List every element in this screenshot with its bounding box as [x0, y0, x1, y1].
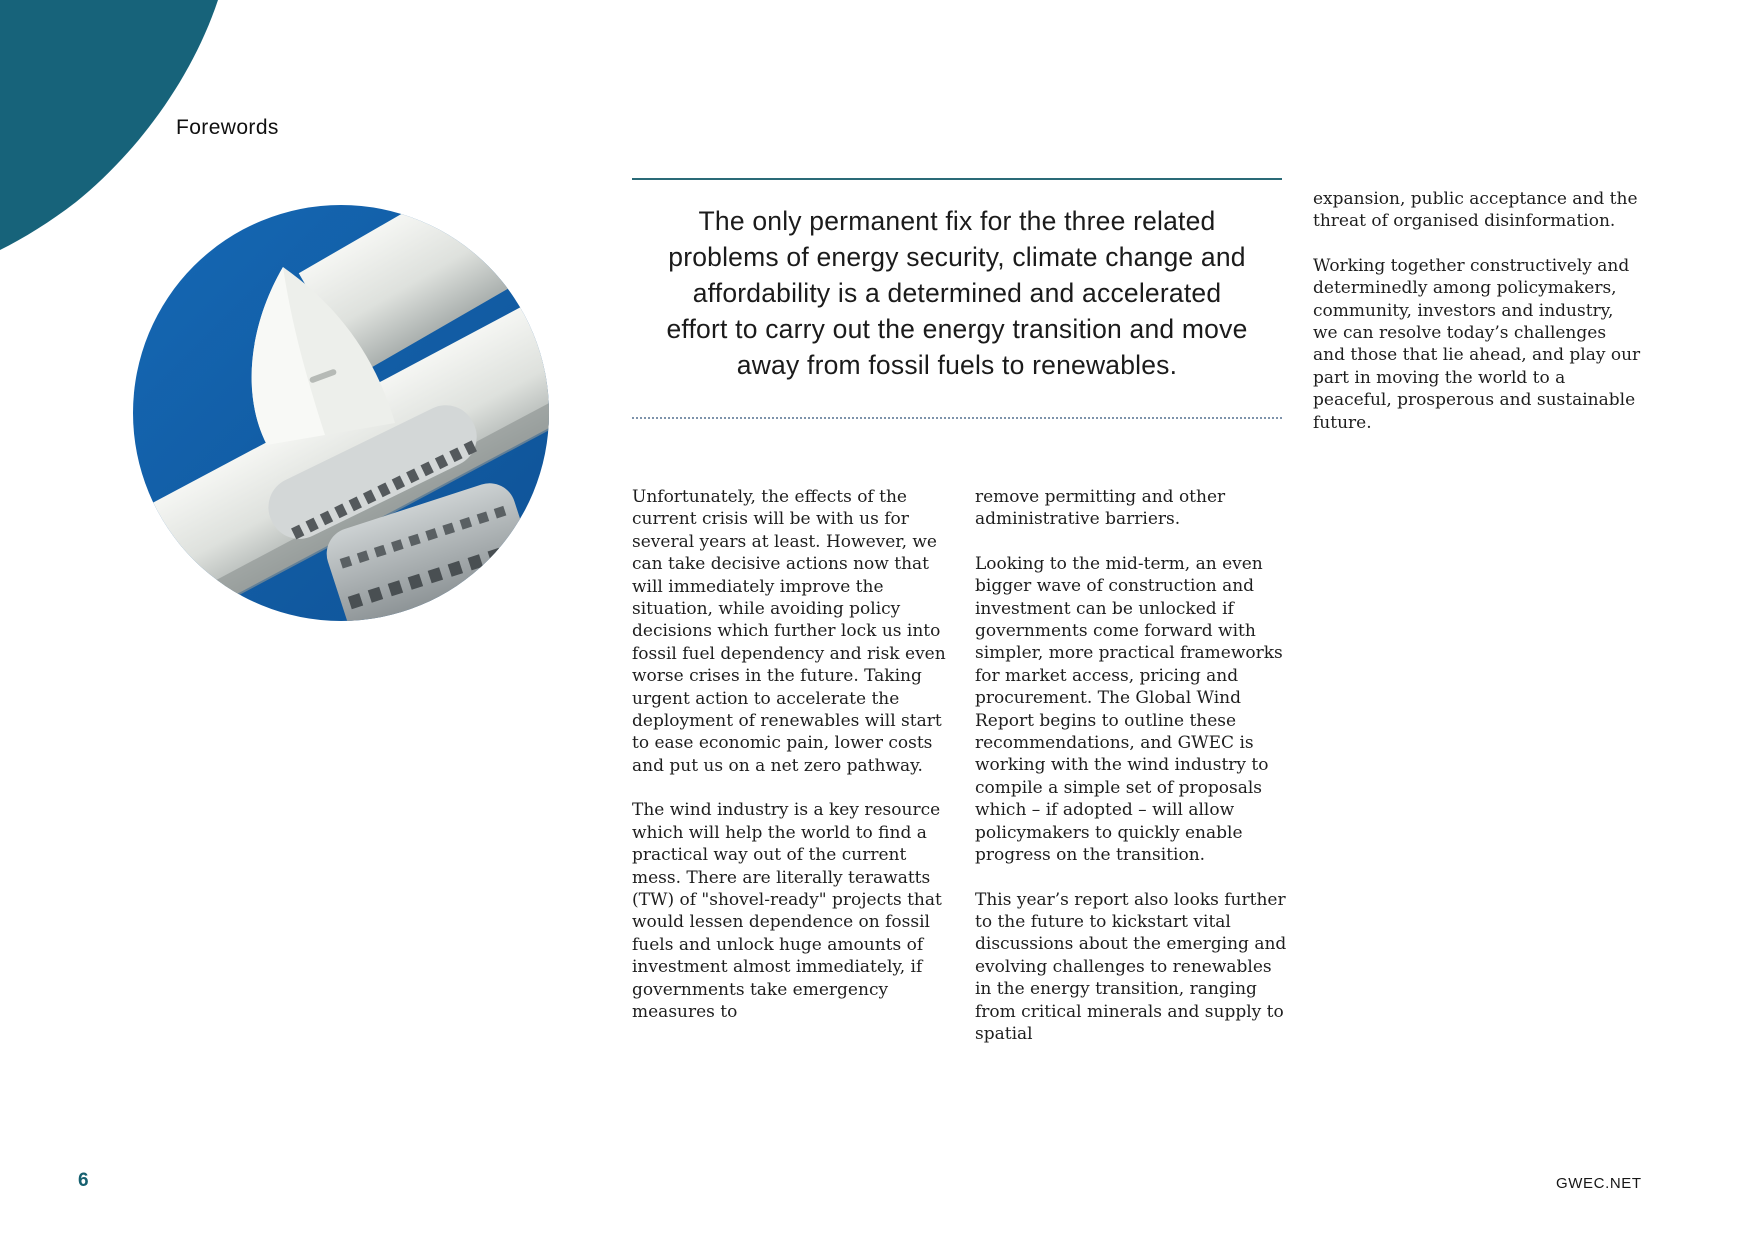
- page-number: 6: [78, 1170, 89, 1191]
- paragraph: Looking to the mid-term, an even bigger wave of construction and investment can be unlocked if governments come forward with simpler, more practical frameworks for market access, pricing and procurement. The Global Wind Report begins to outline these recommendations, and GWEC is working with the wind industry to compile a simple set of proposals which – if adopted – will allow policymakers to quickly enable progress on the transition.: [975, 553, 1283, 866]
- quote-bottom-dotted-rule: [632, 417, 1282, 419]
- footer-site-link[interactable]: GWEC.NET: [1556, 1175, 1642, 1192]
- paragraph: remove permitting and other administrative barriers.: [975, 487, 1226, 530]
- paragraph: This year’s report also looks further to the future to kickstart vital discussions about the emerging and evolving challenges to renewables in the energy transition, ranging from critical minerals and supply to spatial: [975, 889, 1287, 1044]
- pull-quote-text: [632, 203, 1282, 383]
- quote-line: affordability is a determined and accelerated: [692, 278, 1222, 308]
- wind-turbine-illustration: [133, 205, 549, 621]
- paragraph: Unfortunately, the effects of the current crisis will be with us for several years at least. However, we can take decisive actions now that will immediately improve the situation, while avoiding policy decisions which further lock us into fossil fuel dependency and risk even worse crises in the future. Taking urgent action to accelerate the deployment of renewables will start to ease economic pain, lower costs and put us on a net zero pathway.: [632, 487, 946, 776]
- paragraph: expansion, public acceptance and the threat of organised disinformation.: [1313, 189, 1638, 232]
- body-column-1: [632, 486, 950, 1045]
- paragraph: The wind industry is a key resource which will help the world to find a practical way out of the current mess. There are literally terawatts (TW) of "shovel-ready" projects that would lessen dependence on fossil fuels and unlock huge amounts of investment almost immediately, if governments take emergency measures to: [632, 800, 942, 1022]
- quote-line: problems of energy security, climate change and: [668, 242, 1246, 272]
- paragraph: Working together constructively and determinedly among policymakers, community, investors and industry, we can resolve today’s challenges and those that lie ahead, and play our part in moving the world to a peaceful, prosperous and sustainable future.: [1313, 255, 1641, 433]
- quote-line: The only permanent fix for the three related: [698, 206, 1216, 236]
- pull-quote-block: [632, 178, 1282, 383]
- section-label: Forewords: [176, 116, 279, 139]
- body-column-3: [1313, 188, 1643, 456]
- quote-line: effort to carry out the energy transition and move: [666, 314, 1248, 344]
- body-column-2: [975, 486, 1293, 1067]
- quote-line: away from fossil fuels to renewables.: [736, 350, 1178, 380]
- wind-turbine-photo: [133, 205, 549, 621]
- quote-top-rule: [632, 178, 1282, 180]
